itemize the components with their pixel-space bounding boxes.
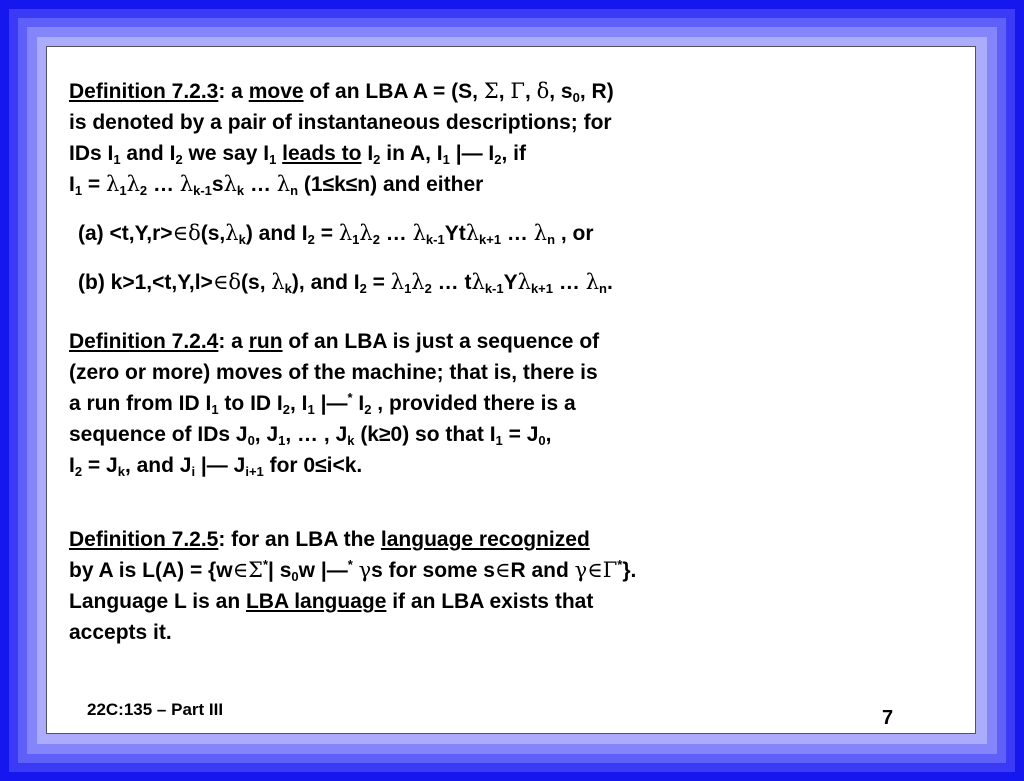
text: s for some s (371, 559, 495, 582)
lambda-symbol: λ (533, 221, 548, 245)
subscript: k-1 (193, 183, 212, 198)
definition-7-2-5 (69, 524, 636, 648)
text: (k≥0) so that I (354, 423, 496, 446)
def723-label: Definition 7.2.3 (69, 80, 219, 103)
def724-line-5 (69, 450, 599, 481)
text: in A, I (380, 142, 443, 165)
text: (1≤k≤n) and either (298, 173, 484, 196)
text: = (82, 173, 107, 196)
text: , (524, 80, 537, 103)
lambda-symbol: λ (465, 221, 480, 245)
text: we say I (182, 142, 270, 165)
text: }. (622, 559, 637, 582)
term-leads-to: leads to (282, 142, 362, 165)
subscript: k (117, 464, 125, 479)
subscript: 1 (269, 152, 277, 167)
slide-number: 7 (882, 707, 894, 729)
case-b (78, 267, 613, 298)
subscript: 0 (247, 433, 255, 448)
text: = (366, 271, 391, 294)
lambda-symbol: λ (225, 221, 239, 245)
term-run: run (248, 330, 283, 353)
lambda-symbol: λ (276, 172, 291, 196)
lambda-symbol: λ (126, 172, 140, 196)
term-lba-language: LBA language (245, 590, 387, 613)
delta-symbol: δ (188, 221, 201, 245)
lambda-symbol: λ (411, 270, 425, 294)
subscript: n (290, 183, 299, 198)
text: = J (502, 423, 539, 446)
text: : a (218, 80, 249, 103)
text: , (545, 423, 552, 446)
subscript: k-1 (425, 232, 445, 247)
text: I (69, 454, 75, 477)
def724-line-3 (69, 388, 599, 419)
lambda-symbol: λ (517, 270, 531, 294)
def724-line-2: (zero or more) moves of the machine; that is, there is (69, 361, 598, 384)
def723-line-1 (69, 76, 614, 107)
text: Yt (444, 222, 466, 245)
lambda-symbol: λ (223, 172, 237, 196)
delta-symbol: δ (228, 270, 242, 294)
text: , J (254, 423, 279, 446)
subscript: k (236, 183, 245, 198)
superscript: * (347, 390, 353, 405)
subscript: 2 (74, 464, 83, 479)
subscript: i (191, 464, 196, 479)
lambda-symbol: λ (338, 221, 353, 245)
text: , s (549, 80, 573, 103)
subscript: k (347, 433, 355, 448)
def724-line-4 (69, 419, 599, 450)
superscript: * (347, 557, 353, 572)
text: |— I (449, 142, 495, 165)
text: (s, (200, 222, 226, 245)
superscript: * (617, 557, 623, 572)
text: ), and I (291, 271, 360, 294)
text: … (379, 222, 413, 245)
def725-line-2 (69, 555, 636, 586)
subscript: 2 (373, 152, 381, 167)
subscript: 2 (139, 183, 148, 198)
def725-line-3 (69, 586, 636, 617)
text: for 0≤i<k. (263, 454, 363, 477)
term-language-recognized: language recognized (380, 528, 590, 551)
text: of an LBA A = (S, (303, 80, 484, 103)
case-a (78, 218, 594, 249)
case-a-line (78, 218, 594, 249)
text: IDs I (69, 142, 114, 165)
lambda-symbol: λ (585, 270, 599, 294)
text: I (69, 173, 75, 196)
subscript: k-1 (484, 281, 504, 296)
text: … (147, 173, 180, 196)
text: by A is L(A) = {w (69, 559, 233, 582)
text: , and J (124, 454, 192, 477)
footer-course-label: 22C:135 – Part III (87, 700, 224, 719)
subscript: 1 (404, 281, 412, 296)
subscript: 1 (307, 402, 315, 417)
subscript: 1 (74, 183, 83, 198)
lambda-symbol: λ (271, 270, 285, 294)
text: | s (268, 559, 292, 582)
lambda-symbol: λ (106, 172, 120, 196)
text: … (244, 173, 277, 196)
subscript: k (238, 232, 246, 247)
subscript: 0 (572, 90, 580, 105)
text: Y (503, 271, 518, 294)
text: Language L is an (69, 590, 246, 613)
text: , R) (579, 80, 614, 103)
subscript: k (284, 281, 292, 296)
gamma-symbol: γ (574, 558, 588, 582)
lambda-symbol: λ (412, 221, 426, 245)
element-of-symbol: ∈ (587, 558, 603, 582)
subscript: 1 (352, 232, 360, 247)
text: (a) <t,Y,r> (78, 222, 173, 245)
subscript: 2 (494, 152, 502, 167)
term-move: move (248, 80, 304, 103)
text: , provided there is a (371, 392, 576, 415)
text: , I (290, 392, 308, 415)
text: I (352, 392, 365, 415)
text: |— (314, 392, 348, 415)
subscript: 2 (364, 402, 372, 417)
lambda-symbol: λ (471, 270, 485, 294)
definition-7-2-3 (69, 76, 614, 200)
text: … (501, 222, 534, 245)
subscript: i+1 (245, 464, 264, 479)
def725-line-4: accepts it. (69, 621, 172, 644)
def724-label: Definition 7.2.4 (69, 330, 219, 353)
subscript: 2 (307, 232, 315, 247)
element-of-symbol: ∈ (212, 270, 229, 294)
subscript: 1 (113, 152, 121, 167)
case-b-line (78, 267, 613, 298)
subscript: 1 (211, 402, 219, 417)
subscript: 2 (372, 232, 380, 247)
text: w |— (298, 559, 348, 582)
text: … t (431, 271, 472, 294)
text: … (553, 271, 586, 294)
def723-line-3 (69, 138, 614, 169)
text: of an LBA is just a sequence of (282, 330, 600, 353)
text: = (314, 222, 339, 245)
text: . (606, 271, 613, 294)
element-of-symbol: ∈ (172, 221, 189, 245)
lambda-symbol: λ (390, 270, 405, 294)
subscript: 1 (442, 152, 450, 167)
text: a run from ID I (69, 392, 212, 415)
text: to ID I (218, 392, 283, 415)
text: : for an LBA the (218, 528, 381, 551)
text: if an LBA exists that (386, 590, 594, 613)
subscript: 1 (495, 433, 503, 448)
def725-label: Definition 7.2.5 (69, 528, 219, 551)
text: |— J (195, 454, 246, 477)
definition-7-2-4 (69, 326, 599, 481)
text: s (211, 173, 224, 196)
subscript: 0 (291, 569, 299, 584)
text: I (361, 142, 374, 165)
subscript: 1 (119, 183, 127, 198)
gamma-symbol: Γ (510, 79, 525, 103)
subscript: k+1 (479, 232, 502, 247)
subscript: 2 (424, 281, 432, 296)
subscript: 2 (282, 402, 290, 417)
gamma-upper-symbol: Γ (602, 558, 618, 582)
element-of-symbol: ∈ (232, 558, 249, 582)
text: , or (555, 222, 594, 245)
text: , (498, 80, 511, 103)
text: sequence of IDs J (69, 423, 248, 446)
text: R and (510, 559, 575, 582)
text: and I (120, 142, 176, 165)
element-of-symbol: ∈ (494, 558, 511, 582)
subscript: n (547, 232, 556, 247)
superscript: * (262, 557, 269, 572)
text: , if (501, 142, 526, 165)
def725-line-1 (69, 524, 636, 555)
subscript: n (599, 281, 607, 296)
def723-line-2: is denoted by a pair of instantaneous descriptions; for (69, 111, 612, 134)
delta-symbol: δ (536, 79, 550, 103)
subscript: 1 (278, 433, 286, 448)
lambda-symbol: λ (179, 172, 194, 196)
sigma-symbol: Σ (483, 79, 499, 103)
gamma-symbol: γ (358, 558, 372, 582)
def723-line-4 (69, 169, 614, 200)
subscript: 2 (175, 152, 183, 167)
text: ) and I (245, 222, 308, 245)
def724-line-1 (69, 326, 599, 357)
subscript: 0 (538, 433, 546, 448)
text: = J (82, 454, 118, 477)
text: : a (218, 330, 249, 353)
lambda-symbol: λ (359, 221, 373, 245)
subscript: k+1 (530, 281, 554, 296)
text: (s, (241, 271, 272, 294)
subscript: 2 (359, 281, 367, 296)
text: (b) k>1,<t,Y,l> (78, 271, 213, 294)
sigma-symbol: Σ (248, 558, 263, 582)
text: , … , J (285, 423, 348, 446)
